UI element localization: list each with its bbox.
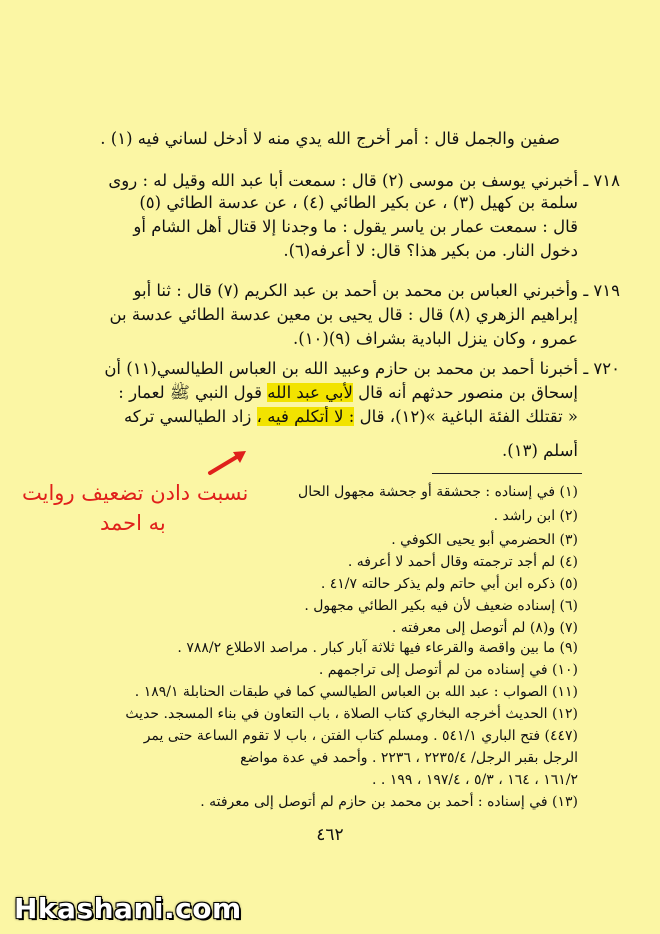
footnote-10: (١٠) في إسناده من لم أتوصل إلى تراجمهم . (318, 662, 578, 678)
body-line-9: ٧٢٠ ـ أخبرنا أحمد بن محمد بن حازم وعبيد الله بن العباس الطيالسي(١١) أن (104, 359, 620, 378)
body-line-8: عمرو ، وكان ينزل البادية بشراف (٩)(١٠). (293, 329, 578, 348)
footnote-3: (٣) الحضرمي أبو يحيى الكوفي . (391, 532, 578, 548)
line11-before: « تقتلك الفئة الباغية »(١٢)، قال (354, 407, 578, 426)
footnote-13: (١٣) في إسناده : أحمد بن محمد بن حازم لم أتوصل إلى معرفته . (200, 794, 578, 810)
footnote-2: (٢) ابن راشد . (493, 508, 578, 524)
arrow-icon (200, 445, 252, 479)
body-line-5: دخول النار. من بكير هذا؟ قال: لا أعرفه(٦). (283, 241, 578, 260)
body-line-2: ٧١٨ ـ أخبرني يوسف بن موسى (٢) قال : سمعت أبا عبد الله وقيل له : روى (108, 171, 620, 190)
footnote-12: (١٢) الحديث أخرجه البخاري كتاب الصلاة ، باب التعاون في بناء المسجد. حديث (125, 706, 578, 722)
highlight-la-atakallam: : لا أتكلم فيه ، (256, 407, 355, 426)
body-line-12: أسلم (١٣). (502, 441, 578, 460)
footnote-4: (٤) لم أجد ترجمته وقال أحمد لا أعرفه . (347, 554, 578, 570)
body-line-3: سلمة بن كهيل (٣) ، عن بكير الطائي (٤) ، عن عدسة الطائي (٥) (139, 193, 578, 212)
footnote-9: (٩) ما بين واقصة والقرعاء فيها ثلاثة آبار كبار . مراصد الاطلاع ٧٨٨/٢ . (177, 640, 578, 656)
page-number: ٤٦٢ (316, 825, 344, 845)
annotation-line-1: نسبت دادن تضعيف روايت (22, 481, 249, 505)
body-line-11 (60, 406, 578, 428)
footnote-7: (٧) و(٨) لم أتوصل إلى معرفته . (391, 620, 578, 636)
footnote-6: (٦) إسناده ضعيف لأن فيه بكير الطائي مجهول . (304, 598, 578, 614)
line11-after: زاد الطيالسي تركه (123, 407, 257, 426)
footnote-5: (٥) ذكره ابن أبي حاتم ولم يذكر حالته ٤١/٧ . (320, 576, 578, 592)
footnote-12-cont-1: (٤٤٧) فتح الباري ٥٤١/١ . ومسلم كتاب الفتن ، باب لا تقوم الساعة حتى يمر (143, 728, 578, 744)
body-line-10 (60, 382, 578, 404)
body-line-6: ٧١٩ ـ وأخبرني العباس بن محمد بن أحمد بن عبد الكريم (٧) قال : ثنا أبو (133, 281, 620, 300)
body-line-4: قال : سمعت عمار بن ياسر يقول : ما وجدنا إلا قتال أهل الشام أو (133, 217, 578, 236)
footnote-separator (432, 473, 582, 474)
highlight-abi-abdullah: لأبي عبد الله (267, 383, 353, 402)
footnote-12-cont-3: ١٦١/٢ ، ١٦٤ ، ٥/٣ ، ١٩٧/٤ ، ١٩٩ . . (372, 772, 578, 788)
line10-before: إسحاق بن منصور حدثهم أنه قال (352, 383, 578, 402)
footnote-12-cont-2: الرجل بقبر الرجل/ ٢٢٣٥/٤ ، ٢٢٣٦ . وأحمد في عدة مواضع (240, 750, 578, 766)
site-watermark: Hkashani.com (14, 892, 242, 925)
footnote-1: (١) في إسناده : جحشقة أو جحشة مجهول الحال (298, 484, 578, 500)
line10-after: قول النبي ﷺ لعمار : (118, 383, 268, 402)
body-line-7: إبراهيم الزهري (٨) قال : قال يحيى بن معين عدسة الطائي عدسة بن (109, 305, 578, 324)
footnote-11: (١١) الصواب : عبد الله بن العباس الطيالسي كما في طبقات الحنابلة ١٨٩/١ . (134, 684, 578, 700)
body-line-1: صفين والجمل قال : أمر أخرج الله يدي منه لا أدخل لساني فيه (١) . (100, 129, 560, 148)
annotation-line-2: به احمد (100, 511, 166, 535)
